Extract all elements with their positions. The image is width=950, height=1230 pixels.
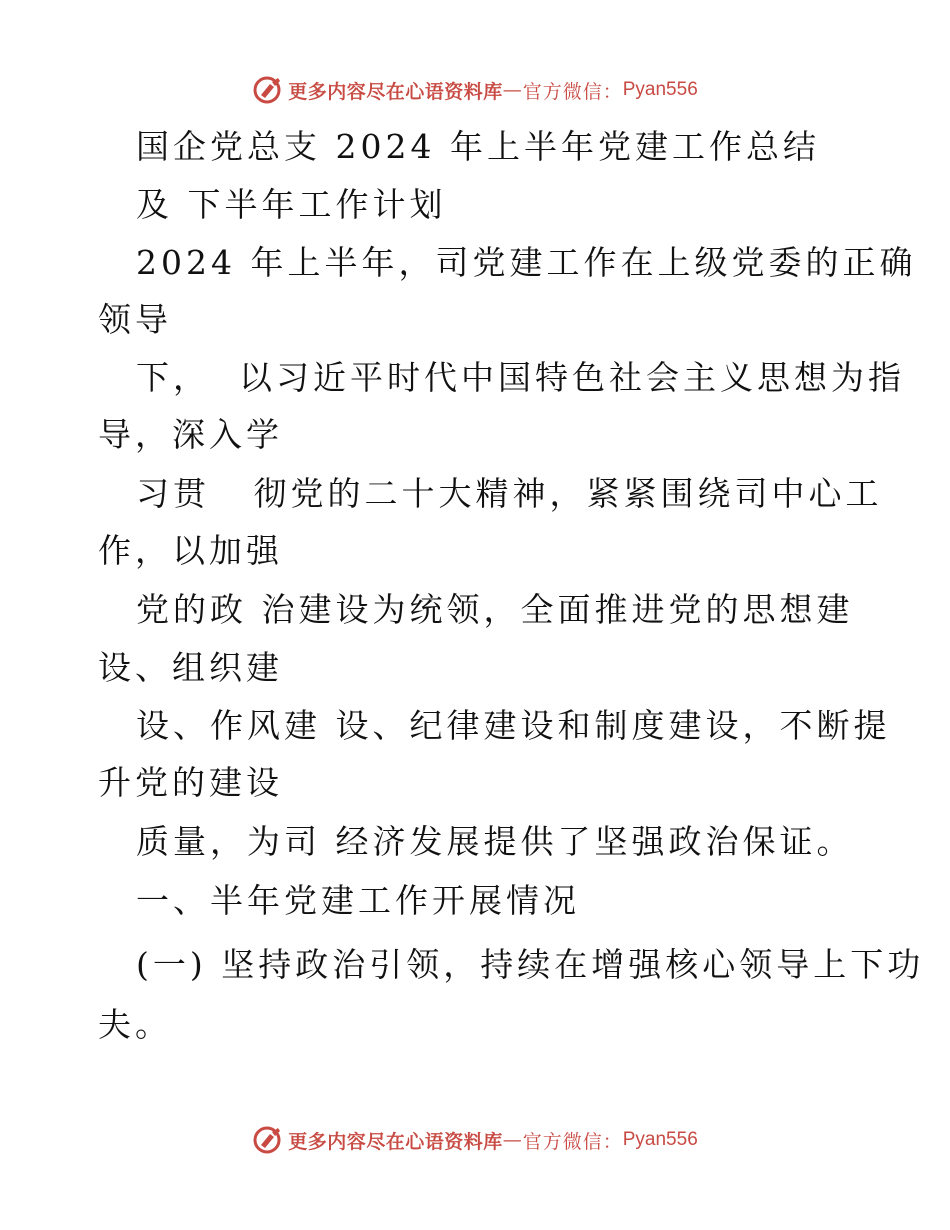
document-title-line-1: 国企党总支 2024 年上半年党建工作总结 (136, 127, 820, 166)
watermark-header (0, 70, 950, 110)
watermark-dash: — (502, 79, 523, 101)
subsection-heading: (一) 坚持政治引领，持续在增强核心领导上下功 (136, 945, 925, 984)
watermark-account: Pyan556 (622, 79, 698, 100)
watermark-footer (0, 1120, 950, 1160)
watermark-label: 官方微信： (522, 80, 623, 103)
section-heading: 一、半年党建工作开展情况 (136, 881, 580, 920)
watermark-label: 官方微信： (522, 1130, 623, 1153)
watermark-dash: — (502, 1129, 523, 1151)
paragraph-line: 党的政 治建设为统领，全面推进党的思想建 (136, 590, 854, 629)
paragraph-line: 作，以加强 (98, 531, 283, 570)
paragraph-line: 升党的建设 (98, 763, 283, 802)
paragraph-line: 质量，为司 经济发展提供了坚强政治保证。 (136, 822, 854, 861)
brand-logo-icon (252, 1124, 284, 1156)
watermark-account: Pyan556 (622, 1129, 698, 1150)
brand-logo-icon (252, 74, 284, 106)
paragraph-line: 2024 年上半年，司党建工作在上级党委的正确 (136, 243, 917, 282)
paragraph-line: 领导 (98, 300, 172, 339)
paragraph-line: 设、作风建 设、纪律建设和制度建设，不断提 (136, 706, 891, 745)
paragraph-line: 夫。 (98, 1005, 172, 1044)
watermark-site-text: 更多内容尽在心语资料库 (288, 80, 503, 103)
paragraph-line: 下， 以习近平时代中国特色社会主义思想为指 (136, 358, 905, 397)
paragraph-line: 设、组织建 (98, 648, 283, 687)
paragraph-line: 导，深入学 (98, 415, 283, 454)
document-title-line-2: 及 下半年工作计划 (136, 185, 447, 224)
paragraph-line: 习贯 彻党的二十大精神，紧紧围绕司中心工 (136, 474, 883, 513)
watermark-site-text: 更多内容尽在心语资料库 (288, 1130, 503, 1153)
